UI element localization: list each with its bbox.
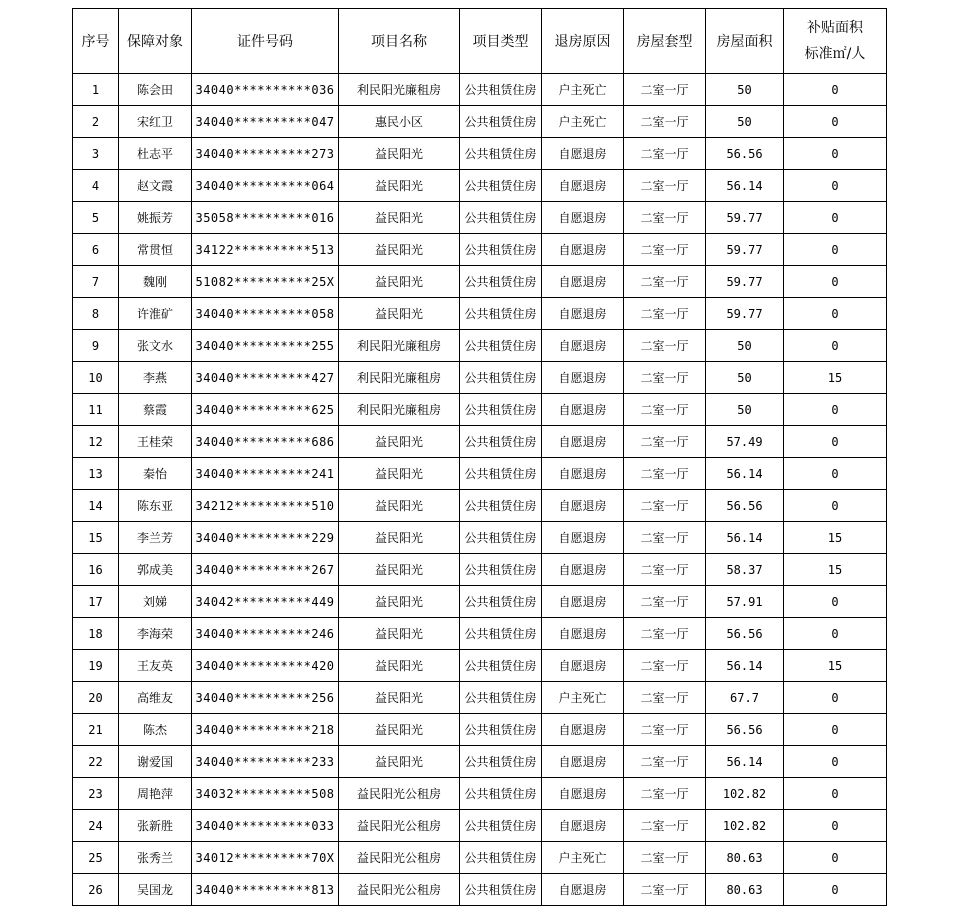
cell-recipient: 秦怡 xyxy=(119,458,192,490)
cell-index: 20 xyxy=(73,682,119,714)
cell-project-type: 公共租赁住房 xyxy=(460,810,542,842)
table-row xyxy=(73,714,887,746)
cell-subsidy-area: 0 xyxy=(784,714,887,746)
table-row xyxy=(73,490,887,522)
cell-recipient: 谢爱国 xyxy=(119,746,192,778)
cell-unit-area: 50 xyxy=(706,74,784,106)
cell-unit-area: 50 xyxy=(706,394,784,426)
cell-index: 11 xyxy=(73,394,119,426)
cell-project-type: 公共租赁住房 xyxy=(460,234,542,266)
cell-index: 14 xyxy=(73,490,119,522)
cell-project-name: 益民阳光 xyxy=(339,170,460,202)
cell-project-type: 公共租赁住房 xyxy=(460,74,542,106)
table-row xyxy=(73,522,887,554)
cell-return-reason: 自愿退房 xyxy=(542,426,624,458)
cell-project-name: 益民阳光 xyxy=(339,586,460,618)
cell-project-type: 公共租赁住房 xyxy=(460,138,542,170)
cell-unit-layout: 二室一厅 xyxy=(624,842,706,874)
table-row xyxy=(73,778,887,810)
cell-index: 8 xyxy=(73,298,119,330)
cell-unit-layout: 二室一厅 xyxy=(624,394,706,426)
cell-subsidy-area: 0 xyxy=(784,106,887,138)
cell-recipient: 郭成美 xyxy=(119,554,192,586)
cell-recipient: 常贯恒 xyxy=(119,234,192,266)
cell-recipient: 刘娣 xyxy=(119,586,192,618)
cell-index: 21 xyxy=(73,714,119,746)
cell-project-name: 益民阳光 xyxy=(339,490,460,522)
cell-project-name: 益民阳光 xyxy=(339,426,460,458)
table-row xyxy=(73,202,887,234)
cell-return-reason: 自愿退房 xyxy=(542,298,624,330)
cell-return-reason: 自愿退房 xyxy=(542,650,624,682)
cell-subsidy-area: 0 xyxy=(784,394,887,426)
cell-unit-area: 59.77 xyxy=(706,202,784,234)
cell-project-type: 公共租赁住房 xyxy=(460,298,542,330)
cell-unit-layout: 二室一厅 xyxy=(624,202,706,234)
table-row xyxy=(73,298,887,330)
table-row xyxy=(73,586,887,618)
cell-return-reason: 自愿退房 xyxy=(542,810,624,842)
header-row xyxy=(73,9,887,74)
cell-subsidy-area: 0 xyxy=(784,170,887,202)
cell-unit-area: 56.14 xyxy=(706,170,784,202)
cell-recipient: 赵文霞 xyxy=(119,170,192,202)
table-row xyxy=(73,682,887,714)
cell-subsidy-area: 0 xyxy=(784,586,887,618)
cell-project-name: 益民阳光公租房 xyxy=(339,810,460,842)
header-project-name: 项目名称 xyxy=(339,9,460,74)
cell-unit-layout: 二室一厅 xyxy=(624,170,706,202)
cell-id-number: 34040**********233 xyxy=(192,746,339,778)
cell-project-type: 公共租赁住房 xyxy=(460,714,542,746)
cell-return-reason: 自愿退房 xyxy=(542,618,624,650)
cell-unit-area: 56.56 xyxy=(706,618,784,650)
cell-project-name: 利民阳光廉租房 xyxy=(339,330,460,362)
cell-unit-area: 56.56 xyxy=(706,490,784,522)
cell-index: 16 xyxy=(73,554,119,586)
cell-return-reason: 自愿退房 xyxy=(542,394,624,426)
cell-project-type: 公共租赁住房 xyxy=(460,106,542,138)
cell-unit-area: 80.63 xyxy=(706,842,784,874)
cell-recipient: 陈会田 xyxy=(119,74,192,106)
cell-project-name: 益民阳光 xyxy=(339,138,460,170)
cell-project-type: 公共租赁住房 xyxy=(460,746,542,778)
table-row xyxy=(73,426,887,458)
cell-return-reason: 户主死亡 xyxy=(542,106,624,138)
cell-subsidy-area: 0 xyxy=(784,810,887,842)
cell-id-number: 34040**********427 xyxy=(192,362,339,394)
cell-index: 4 xyxy=(73,170,119,202)
cell-recipient: 高维友 xyxy=(119,682,192,714)
cell-unit-area: 59.77 xyxy=(706,298,784,330)
header-recipient: 保障对象 xyxy=(119,9,192,74)
cell-project-name: 益民阳光 xyxy=(339,202,460,234)
cell-project-name: 惠民小区 xyxy=(339,106,460,138)
cell-id-number: 34040**********256 xyxy=(192,682,339,714)
cell-subsidy-area: 15 xyxy=(784,362,887,394)
table-row xyxy=(73,458,887,490)
cell-subsidy-area: 0 xyxy=(784,266,887,298)
cell-index: 1 xyxy=(73,74,119,106)
cell-subsidy-area: 0 xyxy=(784,298,887,330)
cell-project-name: 益民阳光公租房 xyxy=(339,842,460,874)
cell-id-number: 34040**********255 xyxy=(192,330,339,362)
cell-project-type: 公共租赁住房 xyxy=(460,362,542,394)
cell-return-reason: 自愿退房 xyxy=(542,138,624,170)
cell-subsidy-area: 0 xyxy=(784,618,887,650)
cell-unit-layout: 二室一厅 xyxy=(624,106,706,138)
cell-return-reason: 自愿退房 xyxy=(542,330,624,362)
cell-recipient: 陈东亚 xyxy=(119,490,192,522)
cell-project-type: 公共租赁住房 xyxy=(460,682,542,714)
cell-index: 17 xyxy=(73,586,119,618)
cell-subsidy-area: 0 xyxy=(784,746,887,778)
cell-return-reason: 自愿退房 xyxy=(542,746,624,778)
table-row xyxy=(73,362,887,394)
cell-recipient: 蔡霞 xyxy=(119,394,192,426)
cell-id-number: 34122**********513 xyxy=(192,234,339,266)
header-subsidy-area-line1: 补贴面积 xyxy=(807,20,863,36)
cell-unit-layout: 二室一厅 xyxy=(624,234,706,266)
table-row xyxy=(73,330,887,362)
cell-subsidy-area: 0 xyxy=(784,426,887,458)
cell-index: 6 xyxy=(73,234,119,266)
cell-index: 25 xyxy=(73,842,119,874)
header-unit-layout: 房屋套型 xyxy=(624,9,706,74)
cell-recipient: 王桂荣 xyxy=(119,426,192,458)
cell-subsidy-area: 0 xyxy=(784,874,887,906)
header-subsidy-area xyxy=(784,9,887,74)
cell-unit-area: 50 xyxy=(706,362,784,394)
cell-unit-layout: 二室一厅 xyxy=(624,266,706,298)
cell-project-type: 公共租赁住房 xyxy=(460,170,542,202)
cell-unit-area: 50 xyxy=(706,330,784,362)
cell-subsidy-area: 0 xyxy=(784,202,887,234)
cell-unit-layout: 二室一厅 xyxy=(624,874,706,906)
cell-unit-area: 57.49 xyxy=(706,426,784,458)
cell-unit-area: 57.91 xyxy=(706,586,784,618)
cell-project-name: 益民阳光 xyxy=(339,522,460,554)
cell-id-number: 34040**********267 xyxy=(192,554,339,586)
cell-index: 3 xyxy=(73,138,119,170)
cell-recipient: 宋红卫 xyxy=(119,106,192,138)
cell-return-reason: 自愿退房 xyxy=(542,170,624,202)
cell-recipient: 杜志平 xyxy=(119,138,192,170)
cell-id-number: 35058**********016 xyxy=(192,202,339,234)
cell-project-name: 益民阳光 xyxy=(339,298,460,330)
cell-unit-layout: 二室一厅 xyxy=(624,778,706,810)
cell-unit-layout: 二室一厅 xyxy=(624,330,706,362)
cell-project-name: 益民阳光 xyxy=(339,554,460,586)
table-row xyxy=(73,842,887,874)
cell-unit-area: 59.77 xyxy=(706,266,784,298)
cell-unit-layout: 二室一厅 xyxy=(624,74,706,106)
cell-project-name: 益民阳光公租房 xyxy=(339,778,460,810)
cell-return-reason: 自愿退房 xyxy=(542,362,624,394)
cell-subsidy-area: 0 xyxy=(784,682,887,714)
cell-subsidy-area: 0 xyxy=(784,234,887,266)
cell-unit-area: 67.7 xyxy=(706,682,784,714)
cell-project-name: 利民阳光廉租房 xyxy=(339,74,460,106)
cell-index: 18 xyxy=(73,618,119,650)
cell-project-type: 公共租赁住房 xyxy=(460,458,542,490)
cell-index: 7 xyxy=(73,266,119,298)
cell-unit-area: 59.77 xyxy=(706,234,784,266)
cell-id-number: 34040**********064 xyxy=(192,170,339,202)
cell-index: 12 xyxy=(73,426,119,458)
table-row xyxy=(73,874,887,906)
cell-unit-layout: 二室一厅 xyxy=(624,650,706,682)
cell-unit-area: 56.56 xyxy=(706,138,784,170)
cell-unit-area: 56.14 xyxy=(706,522,784,554)
table-row xyxy=(73,554,887,586)
header-project-type: 项目类型 xyxy=(460,9,542,74)
cell-unit-layout: 二室一厅 xyxy=(624,714,706,746)
cell-recipient: 吴国龙 xyxy=(119,874,192,906)
cell-project-type: 公共租赁住房 xyxy=(460,618,542,650)
cell-id-number: 34040**********241 xyxy=(192,458,339,490)
table-row xyxy=(73,746,887,778)
cell-project-type: 公共租赁住房 xyxy=(460,522,542,554)
cell-subsidy-area: 15 xyxy=(784,522,887,554)
cell-id-number: 34040**********273 xyxy=(192,138,339,170)
cell-project-name: 利民阳光廉租房 xyxy=(339,362,460,394)
cell-unit-layout: 二室一厅 xyxy=(624,298,706,330)
cell-project-name: 益民阳光公租房 xyxy=(339,874,460,906)
cell-project-name: 利民阳光廉租房 xyxy=(339,394,460,426)
cell-unit-layout: 二室一厅 xyxy=(624,682,706,714)
cell-unit-area: 56.14 xyxy=(706,458,784,490)
cell-id-number: 34032**********508 xyxy=(192,778,339,810)
cell-return-reason: 户主死亡 xyxy=(542,682,624,714)
cell-id-number: 34040**********686 xyxy=(192,426,339,458)
cell-project-type: 公共租赁住房 xyxy=(460,394,542,426)
cell-recipient: 张新胜 xyxy=(119,810,192,842)
cell-index: 19 xyxy=(73,650,119,682)
cell-subsidy-area: 0 xyxy=(784,458,887,490)
cell-id-number: 34012**********70X xyxy=(192,842,339,874)
cell-subsidy-area: 15 xyxy=(784,650,887,682)
cell-return-reason: 自愿退房 xyxy=(542,234,624,266)
cell-id-number: 34040**********033 xyxy=(192,810,339,842)
table-row xyxy=(73,74,887,106)
cell-return-reason: 自愿退房 xyxy=(542,490,624,522)
cell-unit-layout: 二室一厅 xyxy=(624,746,706,778)
cell-index: 9 xyxy=(73,330,119,362)
cell-id-number: 34040**********813 xyxy=(192,874,339,906)
cell-return-reason: 自愿退房 xyxy=(542,458,624,490)
cell-return-reason: 户主死亡 xyxy=(542,842,624,874)
cell-unit-layout: 二室一厅 xyxy=(624,426,706,458)
cell-index: 15 xyxy=(73,522,119,554)
table-row xyxy=(73,138,887,170)
table-row xyxy=(73,810,887,842)
cell-recipient: 王友英 xyxy=(119,650,192,682)
cell-subsidy-area: 0 xyxy=(784,138,887,170)
cell-unit-layout: 二室一厅 xyxy=(624,586,706,618)
cell-unit-layout: 二室一厅 xyxy=(624,522,706,554)
cell-project-type: 公共租赁住房 xyxy=(460,874,542,906)
cell-subsidy-area: 0 xyxy=(784,330,887,362)
cell-unit-layout: 二室一厅 xyxy=(624,810,706,842)
cell-recipient: 李燕 xyxy=(119,362,192,394)
cell-id-number: 34042**********449 xyxy=(192,586,339,618)
cell-project-name: 益民阳光 xyxy=(339,746,460,778)
cell-subsidy-area: 0 xyxy=(784,74,887,106)
cell-project-type: 公共租赁住房 xyxy=(460,842,542,874)
cell-return-reason: 户主死亡 xyxy=(542,74,624,106)
header-subsidy-area-line2: 标准㎡/人 xyxy=(804,46,866,62)
header-index: 序号 xyxy=(73,9,119,74)
table-row xyxy=(73,106,887,138)
cell-unit-area: 80.63 xyxy=(706,874,784,906)
cell-project-type: 公共租赁住房 xyxy=(460,266,542,298)
cell-id-number: 34040**********036 xyxy=(192,74,339,106)
table-row xyxy=(73,618,887,650)
cell-project-type: 公共租赁住房 xyxy=(460,490,542,522)
cell-id-number: 34040**********625 xyxy=(192,394,339,426)
cell-unit-area: 102.82 xyxy=(706,778,784,810)
housing-return-table xyxy=(72,8,887,906)
cell-recipient: 姚振芳 xyxy=(119,202,192,234)
cell-index: 10 xyxy=(73,362,119,394)
cell-index: 2 xyxy=(73,106,119,138)
cell-id-number: 34040**********047 xyxy=(192,106,339,138)
cell-return-reason: 自愿退房 xyxy=(542,522,624,554)
table-row xyxy=(73,234,887,266)
cell-return-reason: 自愿退房 xyxy=(542,874,624,906)
cell-project-type: 公共租赁住房 xyxy=(460,202,542,234)
cell-subsidy-area: 0 xyxy=(784,842,887,874)
cell-unit-area: 56.56 xyxy=(706,714,784,746)
cell-index: 23 xyxy=(73,778,119,810)
cell-unit-area: 102.82 xyxy=(706,810,784,842)
table-row xyxy=(73,170,887,202)
cell-return-reason: 自愿退房 xyxy=(542,266,624,298)
cell-project-name: 益民阳光 xyxy=(339,458,460,490)
cell-unit-layout: 二室一厅 xyxy=(624,554,706,586)
cell-project-name: 益民阳光 xyxy=(339,618,460,650)
table-row xyxy=(73,650,887,682)
cell-project-type: 公共租赁住房 xyxy=(460,330,542,362)
cell-id-number: 51082**********25X xyxy=(192,266,339,298)
cell-id-number: 34212**********510 xyxy=(192,490,339,522)
header-unit-area: 房屋面积 xyxy=(706,9,784,74)
cell-id-number: 34040**********058 xyxy=(192,298,339,330)
cell-recipient: 魏刚 xyxy=(119,266,192,298)
cell-project-type: 公共租赁住房 xyxy=(460,778,542,810)
cell-unit-layout: 二室一厅 xyxy=(624,138,706,170)
cell-return-reason: 自愿退房 xyxy=(542,586,624,618)
cell-unit-layout: 二室一厅 xyxy=(624,458,706,490)
cell-project-name: 益民阳光 xyxy=(339,266,460,298)
cell-return-reason: 自愿退房 xyxy=(542,778,624,810)
cell-subsidy-area: 0 xyxy=(784,778,887,810)
cell-unit-layout: 二室一厅 xyxy=(624,618,706,650)
cell-unit-area: 56.14 xyxy=(706,650,784,682)
cell-project-type: 公共租赁住房 xyxy=(460,554,542,586)
cell-id-number: 34040**********420 xyxy=(192,650,339,682)
cell-recipient: 周艳萍 xyxy=(119,778,192,810)
cell-project-type: 公共租赁住房 xyxy=(460,426,542,458)
header-id-number: 证件号码 xyxy=(192,9,339,74)
header-return-reason: 退房原因 xyxy=(542,9,624,74)
cell-project-name: 益民阳光 xyxy=(339,234,460,266)
cell-index: 22 xyxy=(73,746,119,778)
cell-project-name: 益民阳光 xyxy=(339,714,460,746)
cell-recipient: 陈杰 xyxy=(119,714,192,746)
cell-project-type: 公共租赁住房 xyxy=(460,586,542,618)
cell-index: 24 xyxy=(73,810,119,842)
cell-index: 13 xyxy=(73,458,119,490)
cell-index: 5 xyxy=(73,202,119,234)
cell-recipient: 李兰芳 xyxy=(119,522,192,554)
table-row xyxy=(73,266,887,298)
cell-project-name: 益民阳光 xyxy=(339,650,460,682)
cell-recipient: 张秀兰 xyxy=(119,842,192,874)
cell-subsidy-area: 0 xyxy=(784,490,887,522)
cell-id-number: 34040**********229 xyxy=(192,522,339,554)
cell-project-name: 益民阳光 xyxy=(339,682,460,714)
cell-recipient: 李海荣 xyxy=(119,618,192,650)
cell-unit-area: 50 xyxy=(706,106,784,138)
cell-recipient: 张文水 xyxy=(119,330,192,362)
table-row xyxy=(73,394,887,426)
cell-unit-area: 56.14 xyxy=(706,746,784,778)
cell-return-reason: 自愿退房 xyxy=(542,202,624,234)
cell-unit-area: 58.37 xyxy=(706,554,784,586)
cell-return-reason: 自愿退房 xyxy=(542,714,624,746)
cell-return-reason: 自愿退房 xyxy=(542,554,624,586)
cell-id-number: 34040**********246 xyxy=(192,618,339,650)
cell-unit-layout: 二室一厅 xyxy=(624,490,706,522)
cell-index: 26 xyxy=(73,874,119,906)
cell-subsidy-area: 15 xyxy=(784,554,887,586)
cell-unit-layout: 二室一厅 xyxy=(624,362,706,394)
cell-project-type: 公共租赁住房 xyxy=(460,650,542,682)
cell-recipient: 许淮矿 xyxy=(119,298,192,330)
cell-id-number: 34040**********218 xyxy=(192,714,339,746)
